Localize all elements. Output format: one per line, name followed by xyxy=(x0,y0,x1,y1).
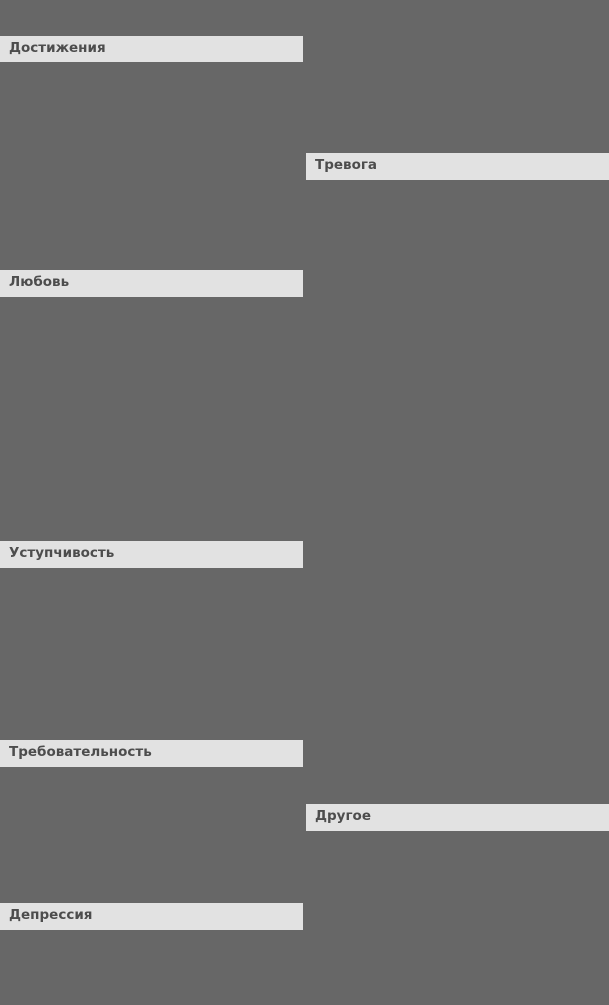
category-header-compliance[interactable] xyxy=(0,541,303,568)
category-header-label: Депрессия xyxy=(9,907,93,924)
category-header-label: Другое xyxy=(315,808,371,825)
category-header-depression[interactable] xyxy=(0,903,303,930)
category-header-label: Уступчивость xyxy=(9,545,115,562)
category-header-love[interactable] xyxy=(0,270,303,297)
category-header-anxiety[interactable] xyxy=(306,153,609,180)
category-header-label: Достижения xyxy=(9,39,106,56)
category-header-demandingness[interactable] xyxy=(0,740,303,767)
category-header-label: Тревога xyxy=(315,157,378,174)
category-header-other[interactable] xyxy=(306,804,609,831)
category-header-achievements[interactable] xyxy=(0,36,303,62)
category-header-label: Любовь xyxy=(9,274,70,291)
category-header-label: Требовательность xyxy=(9,744,152,761)
